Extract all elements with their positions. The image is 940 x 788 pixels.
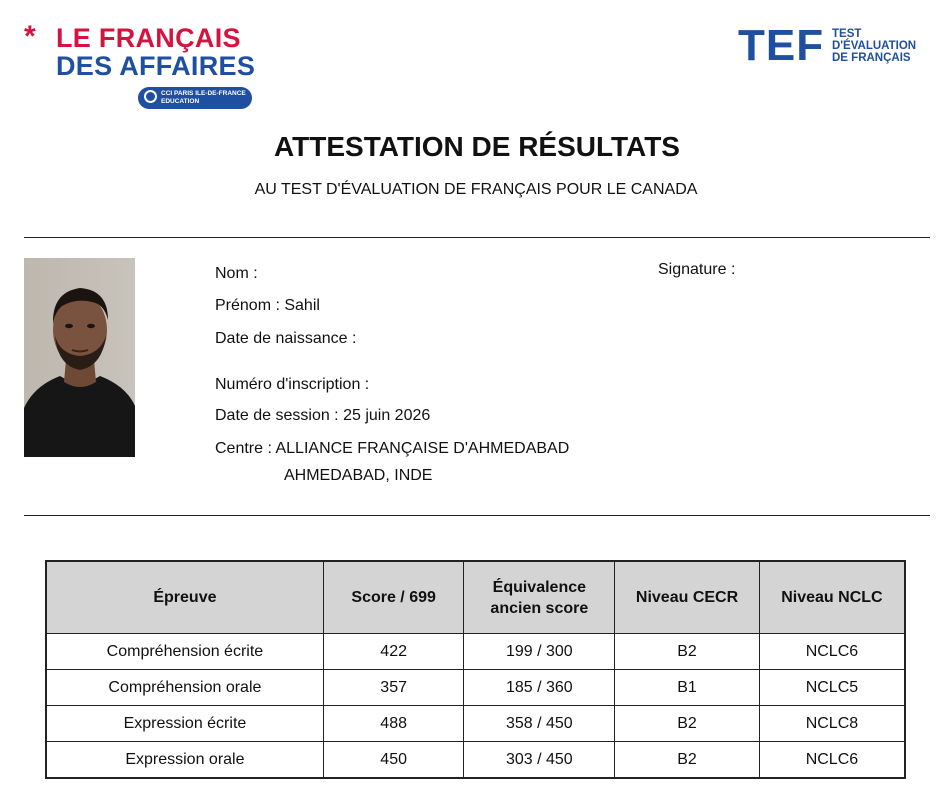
score-cell: 488 [323,706,464,742]
signature-label: Signature : [658,261,736,278]
document-subtitle: AU TEST D'ÉVALUATION DE FRANÇAIS POUR LE CANADA [254,181,698,198]
bottom-divider [24,515,930,516]
candidate-photo [24,258,135,457]
header-niveau-cecr: Niveau CECR [615,561,760,634]
score-cell: 450 [323,742,464,779]
epreuve-cell: Compréhension écrite [46,634,323,670]
header-score: Score / 699 [323,561,464,634]
header-epreuve: Épreuve [46,561,323,634]
cecr-cell: B2 [615,706,760,742]
equivalence-cell: 303 / 450 [464,742,615,779]
cecr-cell: B1 [615,670,760,706]
header-equivalence-line-2: ancien score [490,599,589,617]
candidate-photo-image [24,258,135,457]
tef-logo-line-3: DE FRANÇAIS [832,52,911,64]
results-table [45,560,906,779]
tef-logo [738,21,928,76]
epreuve-cell: Compréhension orale [46,670,323,706]
score-cell: 422 [323,634,464,670]
candidate-prenom: Prénom : Sahil [215,297,320,314]
cci-badge-line-2: EDUCATION [161,98,200,105]
header-equivalence [464,561,615,634]
epreuve-cell: Expression écrite [46,706,323,742]
equivalence-cell: 358 / 450 [464,706,615,742]
top-divider [24,237,930,238]
cecr-cell: B2 [615,742,760,779]
asterisk-icon: * [24,20,36,53]
cci-badge-line-1: CCI PARIS ILE-DE-FRANCE [161,90,246,97]
equivalence-cell: 199 / 300 [464,634,615,670]
epreuve-cell: Expression orale [46,742,323,779]
cecr-cell: B2 [615,634,760,670]
logo-line-2: DES AFFAIRES [56,51,256,81]
candidate-centre: Centre : ALLIANCE FRANÇAISE D'AHMEDABAD [215,440,570,457]
table-row [46,742,905,779]
score-cell: 357 [323,670,464,706]
nclc-cell: NCLC6 [759,634,905,670]
nclc-cell: NCLC8 [759,706,905,742]
nclc-cell: NCLC6 [759,742,905,779]
document-title: ATTESTATION DE RÉSULTATS [274,131,680,162]
table-row [46,670,905,706]
candidate-numero-inscription: Numéro d'inscription : [215,376,370,393]
header-niveau-nclc: Niveau NCLC [759,561,905,634]
table-row [46,706,905,742]
table-row [46,634,905,670]
le-francais-des-affaires-logo [24,20,264,114]
results-header-row [46,561,905,634]
logo-line-1: LE FRANÇAIS [56,23,241,53]
tef-logo-line-1: TEST [832,28,862,40]
cci-icon [144,90,157,103]
candidate-date-de-session: Date de session : 25 juin 2026 [215,407,431,424]
header-equivalence-line-1: Équivalence [492,578,587,596]
candidate-date-de-naissance: Date de naissance : [215,330,357,347]
equivalence-cell: 185 / 360 [464,670,615,706]
tef-logo-line-2: D'ÉVALUATION [832,40,917,52]
candidate-centre-city: AHMEDABAD, INDE [284,467,433,484]
tef-logo-text: TEF [738,21,825,70]
candidate-nom: Nom : [215,265,258,282]
cci-education-badge [138,87,252,109]
nclc-cell: NCLC5 [759,670,905,706]
